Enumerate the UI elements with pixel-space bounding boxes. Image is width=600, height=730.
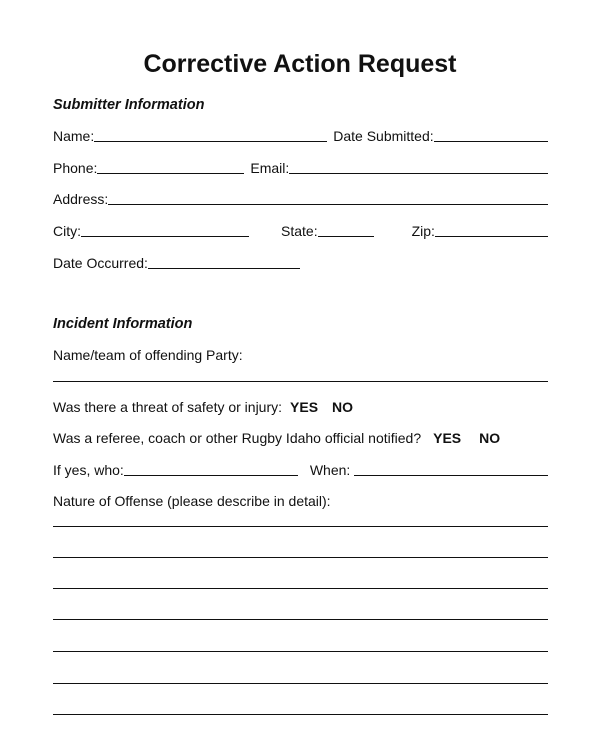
phone-field[interactable]	[97, 159, 244, 174]
official-question: Was a referee, coach or other Rugby Idaho official notified?	[53, 430, 422, 446]
incident-section-heading: Incident Information	[53, 316, 193, 332]
nature-row	[53, 491, 548, 509]
nature-line[interactable]	[53, 683, 548, 684]
official-notified-row	[53, 428, 548, 446]
name-label: Name:	[53, 128, 95, 144]
date-occurred-field[interactable]	[148, 254, 300, 269]
nature-line[interactable]	[53, 651, 548, 652]
nature-line[interactable]	[53, 714, 548, 715]
threat-yes-option[interactable]: YES	[290, 399, 319, 415]
date-submitted-label: Date Submitted:	[333, 128, 434, 144]
city-state-zip-row	[53, 221, 548, 239]
nature-line[interactable]	[53, 557, 548, 558]
state-field[interactable]	[318, 222, 374, 237]
name-field[interactable]	[94, 127, 327, 142]
email-label: Email:	[250, 160, 290, 176]
offending-party-row	[53, 345, 548, 363]
if-yes-who-field[interactable]	[124, 461, 298, 476]
offending-party-field[interactable]	[53, 381, 548, 382]
phone-row	[53, 158, 548, 176]
nature-line[interactable]	[53, 526, 548, 527]
email-field[interactable]	[289, 159, 548, 174]
document-title: Corrective Action Request	[143, 50, 457, 78]
submitter-section-heading: Submitter Information	[53, 97, 205, 113]
state-label: State:	[281, 223, 318, 239]
official-no-option[interactable]: NO	[479, 430, 501, 446]
threat-row	[53, 397, 548, 415]
nature-line[interactable]	[53, 619, 548, 620]
zip-field[interactable]	[435, 222, 548, 237]
address-label: Address:	[53, 191, 109, 207]
nature-line[interactable]	[53, 588, 548, 589]
threat-no-option[interactable]: NO	[332, 399, 354, 415]
if-yes-row	[53, 460, 548, 478]
date-occurred-label: Date Occurred:	[53, 255, 148, 271]
zip-label: Zip:	[411, 223, 435, 239]
city-field[interactable]	[81, 222, 249, 237]
phone-label: Phone:	[53, 160, 98, 176]
nature-of-offense-label: Nature of Offense (please describe in detail):	[53, 493, 331, 509]
city-label: City:	[53, 223, 81, 239]
when-field[interactable]	[354, 461, 548, 476]
address-row	[53, 189, 548, 207]
date-submitted-field[interactable]	[434, 127, 548, 142]
address-field[interactable]	[108, 190, 548, 205]
if-yes-who-label: If yes, who:	[53, 462, 124, 478]
offending-party-label: Name/team of offending Party:	[53, 347, 243, 363]
name-row	[53, 126, 548, 144]
when-label: When:	[309, 462, 351, 478]
official-yes-option[interactable]: YES	[433, 430, 462, 446]
threat-question: Was there a threat of safety or injury:	[53, 399, 283, 415]
date-occurred-row	[53, 253, 548, 271]
